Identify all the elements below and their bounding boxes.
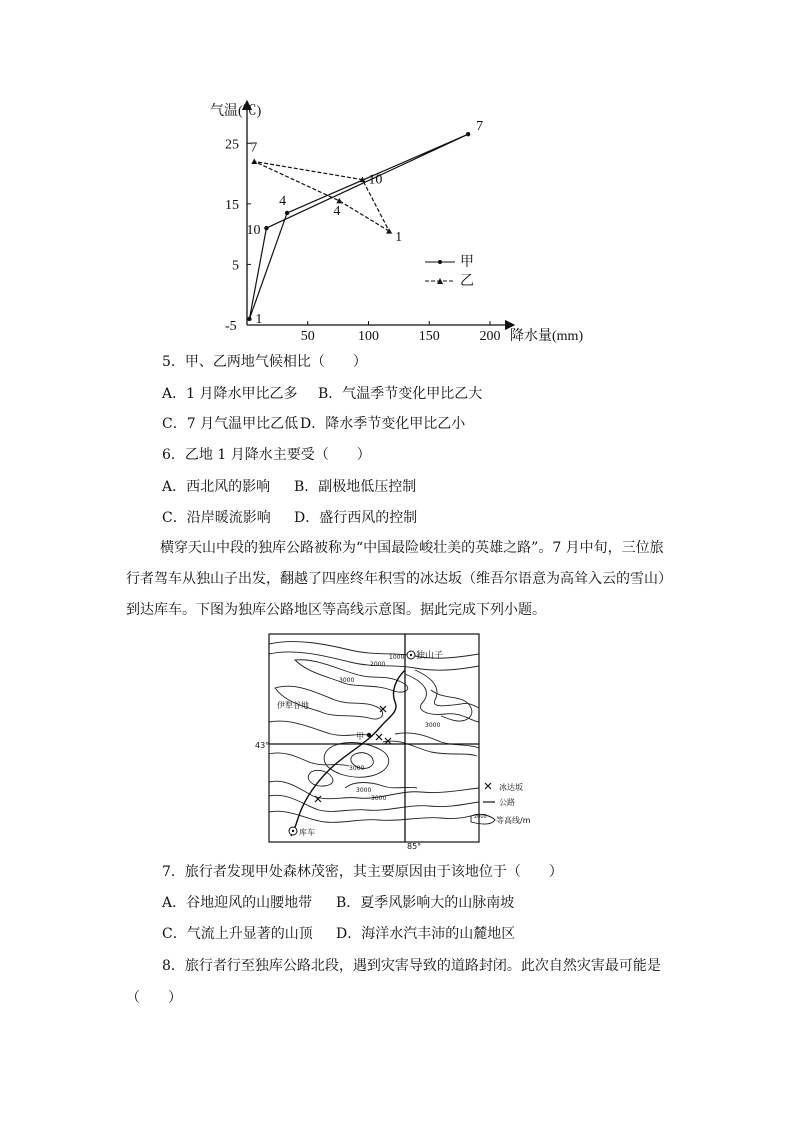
point-jia-marker bbox=[367, 733, 371, 737]
question-5-option-a: A．1 月降水甲比乙多 bbox=[162, 386, 298, 402]
legend-label-jia: 甲 bbox=[460, 255, 474, 270]
x-tick-label: 100 bbox=[358, 329, 379, 344]
contour-label: 3000 bbox=[339, 677, 355, 684]
data-point bbox=[386, 228, 392, 234]
question-5-option-b: B．气温季节变化甲比乙大 bbox=[318, 386, 483, 402]
data-point-label: 1 bbox=[395, 230, 403, 246]
contour-label: 1000 bbox=[389, 654, 405, 661]
question-7-stem: 7．旅行者发现甲处森林茂密，其主要原因由于该地位于（ ） bbox=[162, 864, 563, 880]
data-point-label: 10 bbox=[246, 223, 261, 239]
question-8-blank: （ ） bbox=[126, 990, 182, 1006]
legend-pass-label: 冰达坂 bbox=[499, 783, 523, 792]
x-axis-label: 降水量(mm) bbox=[510, 329, 584, 344]
x-tick-label: 150 bbox=[418, 329, 440, 344]
map-legend bbox=[471, 782, 531, 825]
question-5-option-c: C．7 月气温甲比乙低 bbox=[162, 416, 299, 432]
series-line-jia bbox=[249, 134, 468, 319]
data-point-label: 4 bbox=[279, 193, 287, 209]
question-7-option-d: D．海洋水汽丰沛的山麓地区 bbox=[336, 926, 516, 942]
climate-chart bbox=[210, 95, 600, 350]
legend-contour-value: 2000 bbox=[474, 814, 487, 820]
contour-label: 3000 bbox=[425, 722, 441, 729]
question-6-option-c: C．沿岸暖流影响 bbox=[162, 510, 271, 526]
town-north-label: 独山子 bbox=[416, 651, 444, 661]
x-tick-label: 200 bbox=[479, 329, 501, 344]
point-jia-label: 甲 bbox=[356, 732, 364, 741]
question-6-option-a: A．西北风的影响 bbox=[162, 479, 271, 495]
latitude-label: 43° bbox=[255, 741, 270, 750]
chart-legend bbox=[425, 254, 474, 289]
data-point-label: 10 bbox=[368, 172, 383, 188]
y-tick-label: -5 bbox=[225, 319, 237, 334]
question-8-stem: 8．旅行者行至独库公路北段，遇到灾害导致的道路封闭。此次自然灾害最可能是 bbox=[162, 958, 661, 974]
data-point bbox=[285, 211, 289, 215]
data-point bbox=[264, 226, 268, 230]
valley-label: 伊犁谷地 bbox=[277, 701, 309, 710]
y-tick-label: 25 bbox=[225, 137, 239, 153]
data-point-label: 7 bbox=[476, 119, 484, 135]
road-line bbox=[291, 670, 405, 836]
data-point bbox=[466, 132, 470, 136]
question-7-option-a: A．谷地迎风的山腰地带 bbox=[162, 895, 313, 911]
passage: 横穿天山中段的独库公路被称为“中国最险峻壮美的英雄之路”。7 月中旬，三位旅行者驾车从独山子出发，翻越了四座终年积雪的冰达坂（维吾尔语意为高耸入云的雪山）到达库车。下图为独库公路地区等高线示意图。据此完成下列小题。 bbox=[126, 540, 665, 618]
data-point-label: 7 bbox=[250, 140, 258, 156]
data-point-label: 4 bbox=[333, 203, 341, 219]
x-tick-label: 50 bbox=[300, 329, 315, 344]
legend-road-label: 公路 bbox=[499, 798, 515, 807]
question-5-option-d: D．降水季节变化甲比乙小 bbox=[300, 416, 466, 432]
contour-map bbox=[255, 630, 555, 850]
legend-contour-label: 等高线/m bbox=[496, 816, 531, 825]
question-7-option-b: B．夏季风影响大的山脉南坡 bbox=[336, 895, 515, 911]
contour-label: 2000 bbox=[370, 661, 386, 668]
data-point bbox=[251, 158, 257, 164]
town-south-label: 库车 bbox=[299, 828, 315, 837]
question-6-option-d: D．盛行西风的控制 bbox=[294, 510, 418, 526]
question-5-stem: 5．甲、乙两地气候相比（ ） bbox=[162, 354, 367, 370]
contour-label: 3000 bbox=[371, 795, 387, 802]
legend-label-yi: 乙 bbox=[460, 274, 474, 289]
question-6-stem: 6．乙地 1 月降水主要受（ ） bbox=[162, 447, 371, 463]
longitude-label: 85° bbox=[407, 842, 422, 850]
contour-label: 3000 bbox=[349, 765, 365, 772]
question-7-option-c: C．气流上升显著的山顶 bbox=[162, 926, 313, 942]
ice-pass-markers bbox=[315, 706, 391, 802]
y-axis-label: 气温(℃) bbox=[210, 104, 262, 119]
contour-label: 3000 bbox=[356, 787, 372, 794]
y-tick-label: 5 bbox=[232, 258, 239, 274]
data-point bbox=[247, 317, 251, 321]
y-tick-label: 15 bbox=[225, 197, 239, 213]
data-point bbox=[336, 198, 342, 204]
question-6-option-b: B．副极地低压控制 bbox=[294, 479, 417, 495]
data-point-label: 1 bbox=[255, 311, 263, 327]
